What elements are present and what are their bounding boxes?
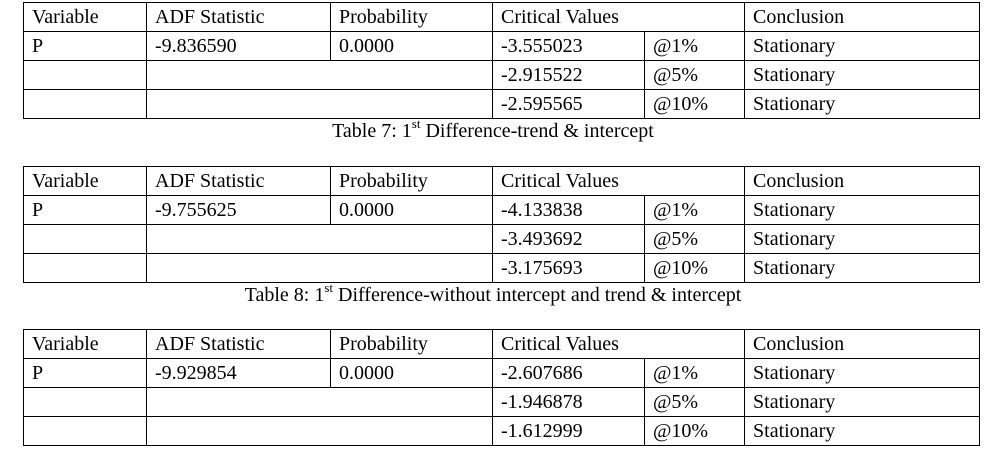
cell-critical-value: -3.175693: [493, 254, 645, 283]
cell-empty-merged: [147, 225, 493, 254]
cell-significance-level: @5%: [645, 225, 745, 254]
header-probability: Probability: [331, 330, 493, 359]
adf-table-8: [23, 166, 980, 283]
cell-conclusion: Stationary: [745, 254, 980, 283]
table-row: [24, 61, 980, 90]
table-header-row: [24, 3, 980, 32]
cell-conclusion: Stationary: [745, 90, 980, 119]
caption-superscript: st: [324, 280, 333, 296]
cell-critical-value: -4.133838: [493, 196, 645, 225]
cell-variable: P: [24, 32, 147, 61]
cell-significance-level: @1%: [645, 32, 745, 61]
header-adf-statistic: ADF Statistic: [147, 3, 331, 32]
cell-significance-level: @5%: [645, 388, 745, 417]
cell-conclusion: Stationary: [745, 32, 980, 61]
table-caption-7: [0, 116, 986, 143]
table-header-row: [24, 330, 980, 359]
cell-variable: [24, 388, 147, 417]
cell-critical-value: -2.607686: [493, 359, 645, 388]
cell-critical-value: -3.555023: [493, 32, 645, 61]
cell-critical-value: -2.595565: [493, 90, 645, 119]
table-row: [24, 225, 980, 254]
cell-adf-statistic: -9.836590: [147, 32, 331, 61]
table-row: [24, 90, 980, 119]
cell-empty-merged: [147, 61, 493, 90]
table-row: [24, 388, 980, 417]
table-caption-8: [0, 280, 986, 307]
header-conclusion: Conclusion: [745, 167, 980, 196]
cell-significance-level: @5%: [645, 61, 745, 90]
cell-variable: [24, 90, 147, 119]
cell-critical-value: -3.493692: [493, 225, 645, 254]
cell-variable: P: [24, 196, 147, 225]
cell-variable: P: [24, 359, 147, 388]
table-header-row: [24, 167, 980, 196]
header-critical-values: Critical Values: [493, 3, 745, 32]
cell-adf-statistic: -9.755625: [147, 196, 331, 225]
caption-superscript: st: [411, 116, 421, 132]
header-critical-values: Critical Values: [493, 330, 745, 359]
cell-conclusion: Stationary: [745, 196, 980, 225]
cell-variable: [24, 225, 147, 254]
cell-probability: 0.0000: [331, 359, 493, 388]
cell-significance-level: @10%: [645, 254, 745, 283]
caption-prefix: Table 7: 1: [332, 120, 412, 142]
cell-probability: 0.0000: [331, 32, 493, 61]
cell-empty-merged: [147, 388, 493, 417]
cell-critical-value: -1.946878: [493, 388, 645, 417]
cell-empty-merged: [147, 254, 493, 283]
cell-critical-value: -1.612999: [493, 417, 645, 446]
header-adf-statistic: ADF Statistic: [147, 330, 331, 359]
cell-critical-value: -2.915522: [493, 61, 645, 90]
table-row: [24, 32, 980, 61]
table-row: [24, 417, 980, 446]
cell-conclusion: Stationary: [745, 61, 980, 90]
cell-significance-level: @1%: [645, 196, 745, 225]
cell-significance-level: @1%: [645, 359, 745, 388]
header-probability: Probability: [331, 167, 493, 196]
header-variable: Variable: [24, 167, 147, 196]
header-variable: Variable: [24, 3, 147, 32]
cell-adf-statistic: -9.929854: [147, 359, 331, 388]
header-conclusion: Conclusion: [745, 3, 980, 32]
cell-probability: 0.0000: [331, 196, 493, 225]
table-row: [24, 359, 980, 388]
table-row: [24, 196, 980, 225]
cell-significance-level: @10%: [645, 417, 745, 446]
cell-conclusion: Stationary: [745, 225, 980, 254]
cell-variable: [24, 254, 147, 283]
cell-conclusion: Stationary: [745, 359, 980, 388]
cell-variable: [24, 417, 147, 446]
caption-prefix: Table 8: 1: [244, 284, 325, 306]
cell-variable: [24, 61, 147, 90]
cell-significance-level: @10%: [645, 90, 745, 119]
caption-suffix: Difference-without intercept and trend & intercept: [333, 284, 742, 306]
header-conclusion: Conclusion: [745, 330, 980, 359]
caption-suffix: Difference-trend & intercept: [420, 120, 654, 142]
header-variable: Variable: [24, 330, 147, 359]
cell-conclusion: Stationary: [745, 388, 980, 417]
adf-table-9: [23, 329, 980, 446]
cell-empty-merged: [147, 90, 493, 119]
cell-conclusion: Stationary: [745, 417, 980, 446]
header-probability: Probability: [331, 3, 493, 32]
header-adf-statistic: ADF Statistic: [147, 167, 331, 196]
table-row: [24, 254, 980, 283]
adf-table-7: [23, 2, 980, 119]
header-critical-values: Critical Values: [493, 167, 745, 196]
cell-empty-merged: [147, 417, 493, 446]
